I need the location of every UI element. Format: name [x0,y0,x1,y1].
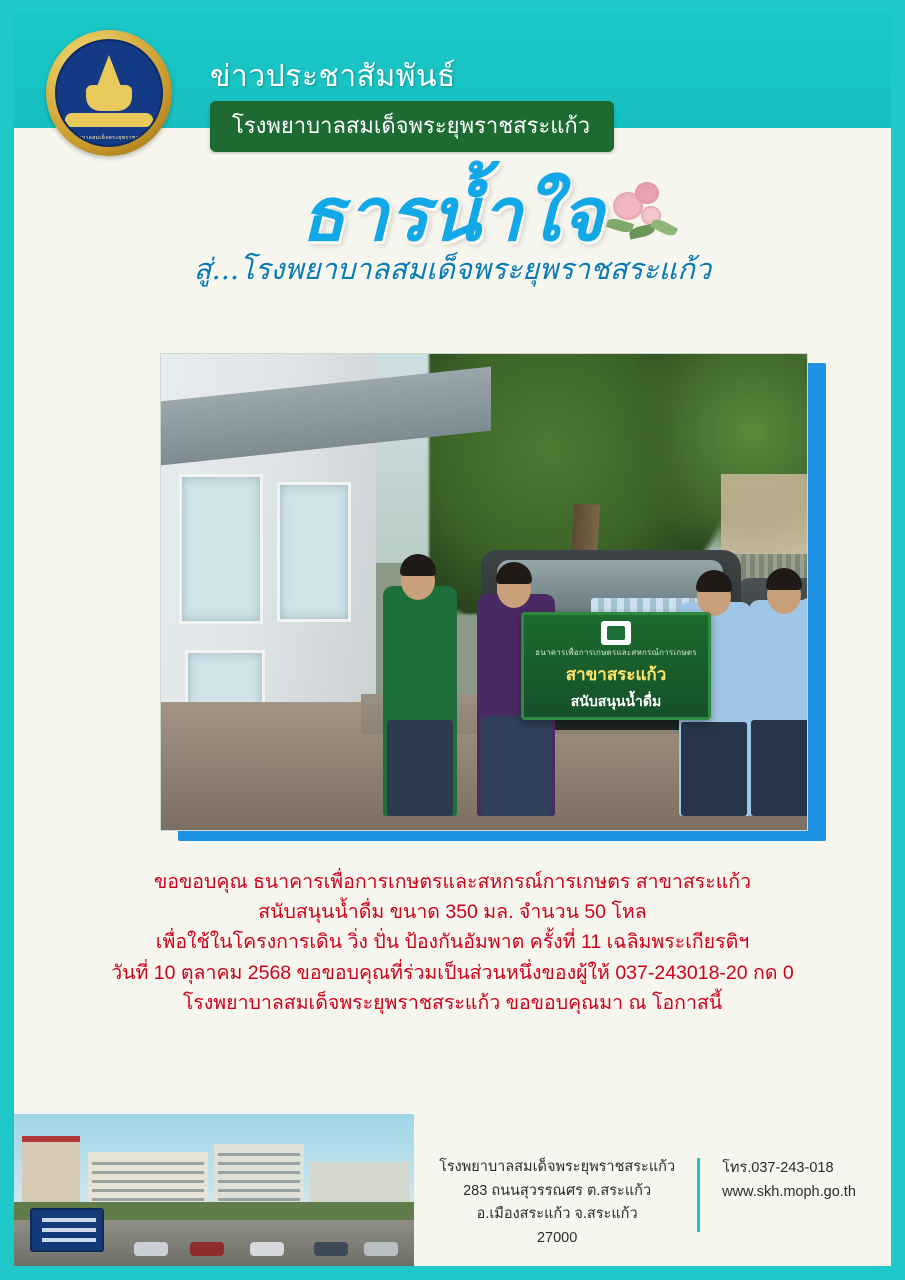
flower-petal [635,182,659,204]
photo-person-trousers [681,722,747,816]
footer-car [364,1242,398,1256]
photo-person-trousers [751,720,808,816]
photo-section [14,349,891,849]
emblem-core [55,39,163,147]
footer-car [134,1242,168,1256]
footer-zipcode: 27000 [536,1229,578,1246]
footer-contact-group [722,1156,856,1204]
donation-banner-sign [521,612,711,720]
photo-window [179,474,263,624]
sign-support-text: สนับสนุนน้ำดื่ม [570,693,662,709]
footer-car [250,1242,284,1256]
footer-address-line-2: อ.เมืองสระแก้ว จ.สระแก้ว [476,1206,638,1223]
footer-car [190,1242,224,1256]
sign-branch: สาขาสระแก้ว [565,665,667,684]
header-title: ข่าวประชาสัมพันธ์ [210,60,456,93]
poster-footer [14,1106,891,1266]
crown-base-icon [86,85,132,111]
hospital-emblem-logo [46,30,172,156]
headline-main-label: ธารน้ำใจ [300,172,605,258]
footer-website[interactable]: www.skh.moph.go.th [722,1183,856,1200]
headline-section [14,154,891,349]
crown-icon [96,55,122,89]
photo-person-trousers [801,720,808,816]
caption-line-5: โรงพยาบาลสมเด็จพระยุพราชสระแก้ว ขอขอบคุณมา ณ โอกาสนี้ [182,991,723,1014]
headline-main-text [300,172,605,258]
caption-block [14,849,891,1018]
poster-header [14,14,891,154]
headline-subtitle: สู่...โรงพยาบาลสมเด็จพระยุพราชสระแก้ว [193,252,712,286]
footer-vertical-divider [697,1158,700,1232]
footer-car [314,1242,348,1256]
caption-line-4: วันที่ 10 ตุลาคม 2568 ขอขอบคุณที่ร่วมเป็นส่วนหนึ่งของผู้ให้ 037-243018-20 กด 0 [111,961,794,984]
caption-line-3: เพื่อใช้ในโครงการเดิน วิ่ง ปั่น ป้องกันอัมพาต ครั้งที่ 11 เฉลิมพระเกียรติฯ [155,931,750,954]
footer-contact-block [414,1156,881,1250]
header-title-group [210,60,614,152]
footer-address-line-1: 283 ถนนสุวรรณศร ต.สระแก้ว [463,1182,652,1199]
footer-org-name: โรงพยาบาลสมเด็จพระยุพราชสระแก้ว [439,1159,676,1176]
photo-person-trousers [481,716,551,816]
caption-line-2: สนับสนุนน้ำดื่ม ขนาด 350 มล. จำนวน 50 โหล [258,901,647,924]
poster-body [14,14,891,1266]
flower-leaf [649,217,677,239]
hospital-aerial-photo [14,1114,414,1266]
emblem-label: โรงพยาบาลสมเด็จพระยุพราชสระแก้ว [62,135,156,141]
caption-line-1: ขอขอบคุณ ธนาคารเพื่อการเกษตรและสหกรณ์การเกษตร สาขาสระแก้ว [153,871,752,893]
rose-flower-icon [607,182,677,244]
sign-bank-name: ธนาคารเพื่อการเกษตรและสหกรณ์การเกษตร [535,648,697,657]
footer-hospital-signboard [30,1208,104,1252]
header-hospital-pill: โรงพยาบาลสมเด็จพระยุพราชสระแก้ว [210,101,614,152]
bank-logo-icon [601,621,631,645]
photo-window [277,482,351,622]
donation-photo [160,353,808,831]
footer-address-group [439,1156,675,1250]
footer-phone: โทร.037-243-018 [722,1160,834,1177]
emblem-banner [65,113,153,127]
photo-person-trousers [387,720,453,816]
